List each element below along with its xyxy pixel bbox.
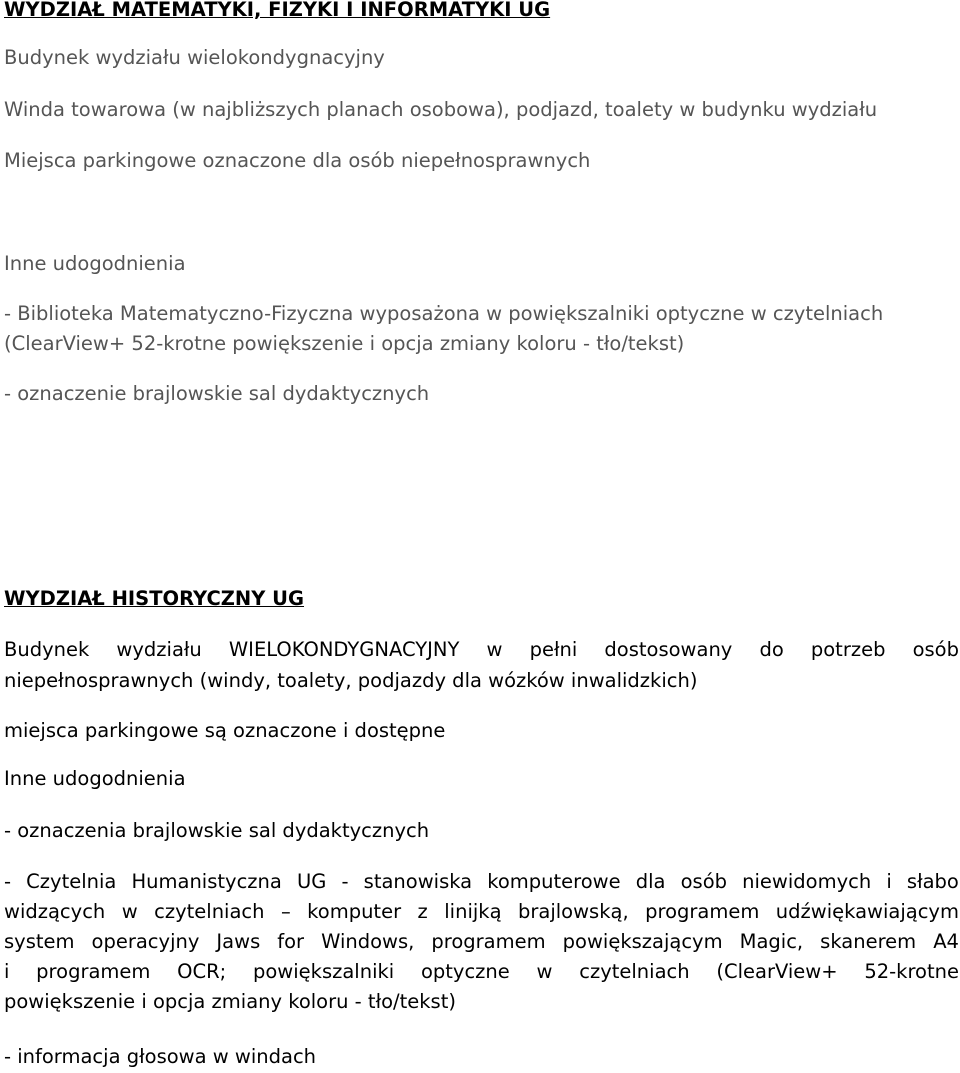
section2-reading-room-line3: system operacyjny Jaws for Windows, programem powiększającym Magic, skanerem A4	[4, 930, 959, 953]
section2-reading-room-line1: - Czytelnia Humanistyczna UG - stanowiska komputerowe dla osób niewidomych i słabo	[4, 870, 959, 893]
section1-library-line2: (ClearView+ 52-krotne powiększenie i opcja zmiany koloru - tło/tekst)	[4, 332, 685, 355]
section2-building-line1: Budynek wydziału WIELOKONDYGNACYJNY w pełni dostosowany do potrzeb osób	[4, 638, 959, 661]
section2-other-heading: Inne udogodnienia	[4, 767, 186, 790]
section1-elevator: Winda towarowa (w najbliższych planach osobowa), podjazd, toalety w budynku wydziału	[4, 98, 878, 121]
section2-reading-room-line2: widzących w czytelniach – komputer z linijką brajlowską, programem udźwiękawiającym	[4, 900, 959, 923]
section1-library-line1: - Biblioteka Matematyczno-Fizyczna wyposażona w powiększalniki optyczne w czytelniach	[4, 302, 884, 325]
section2-building-line2: niepełnosprawnych (windy, toalety, podjazdy dla wózków inwalidzkich)	[4, 669, 698, 692]
section1-parking: Miejsca parkingowe oznaczone dla osób niepełnosprawnych	[4, 149, 591, 172]
section1-braille: - oznaczenie brajlowskie sal dydaktycznych	[4, 382, 430, 405]
section1-heading: WYDZIAŁ MATEMATYKI, FIZYKI I INFORMATYKI UG	[4, 0, 551, 21]
section1-other-heading: Inne udogodnienia	[4, 252, 186, 275]
section2-braille: - oznaczenia brajlowskie sal dydaktycznych	[4, 819, 430, 842]
section2-voice-info: - informacja głosowa w windach	[4, 1045, 317, 1068]
section1-building: Budynek wydziału wielokondygnacyjny	[4, 46, 385, 69]
section2-reading-room-line4: i programem OCR; powiększalniki optyczne w czytelniach (ClearView+ 52-krotne	[4, 960, 959, 983]
section2-heading: WYDZIAŁ HISTORYCZNY UG	[4, 587, 305, 610]
section2-reading-room-line5: powiększenie i opcja zmiany koloru - tło/tekst)	[4, 990, 456, 1013]
section2-parking: miejsca parkingowe są oznaczone i dostępne	[4, 719, 446, 742]
